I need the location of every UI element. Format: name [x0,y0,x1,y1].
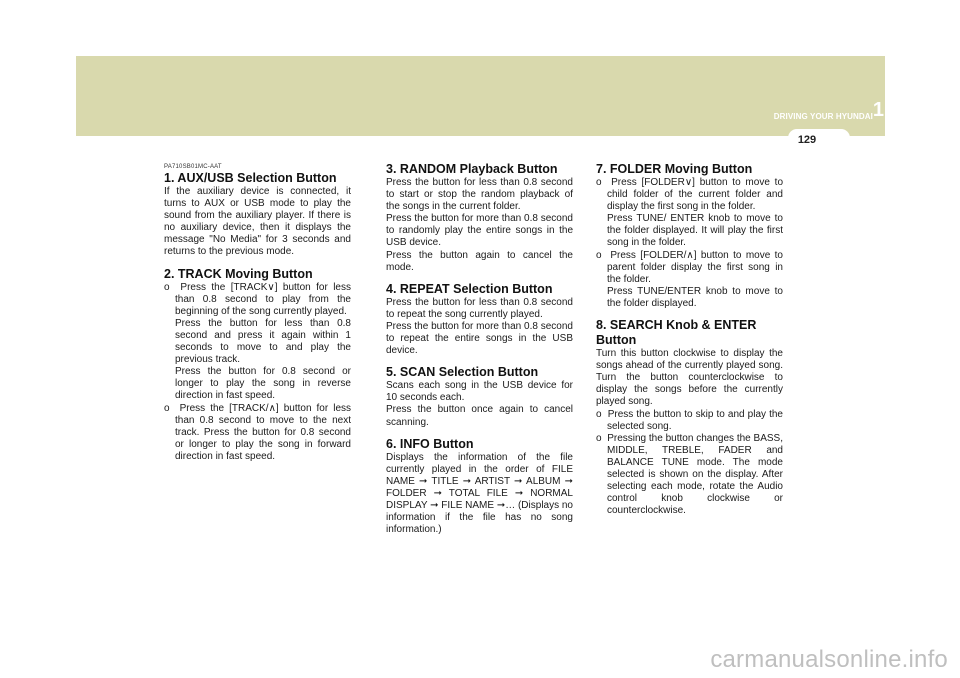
bullet-text: Press TUNE/ ENTER knob to move to the folder displayed. It will play the first song in the folder. [607,213,783,249]
paragraph: Displays the information of the file currently played in the order of FILE NAME ➞ TITLE ➞ ARTIST ➞ ALBUM ➞ FOLDER ➞ TOTAL FILE ➞ NORMAL DISPLAY ➞ FILE NAME ➞… (Displays no information if the file has no song information.) [386,451,573,536]
bullet-text: Press TUNE/ENTER knob to move to the folder displayed. [607,285,783,309]
column-1 [164,160,351,471]
bullet-marker: o [596,408,602,420]
section-track [164,267,351,463]
bullet-text: Press the button for 0.8 second or longer to play the song in reverse direction in fast speed. [175,366,351,402]
section-info [386,437,573,537]
bullet-text: Press the button for less than 0.8 second and press it again within 1 seconds to move to and play the previous track. [175,317,351,366]
bullet-text: Press the [TRACK/∧] button for less than 0.8 second to move to the next track. Press the button for 0.8 second or longer to play the song in forward direction in fast speed. [175,402,352,462]
bullet-text: Press the [TRACK∨] button for less than 0.8 second to play from the beginning of the song currently played. [175,281,351,317]
bullet-list [596,177,783,310]
section-title: 7. FOLDER Moving Button [596,162,753,176]
paragraph: Press the button once again to cancel scanning. [386,404,573,428]
column-2 [386,160,573,544]
section-title: 3. RANDOM Playback Button [386,162,558,176]
section-folder [596,162,783,310]
section-random [386,162,573,274]
section-repeat [386,282,573,357]
bullet-marker: o [596,177,602,188]
paragraph: Press the button for less than 0.8 second to repeat the song currently played. [386,296,573,320]
section-title: 1. AUX/USB Selection Button [164,171,337,185]
header-band [76,56,885,136]
paragraph: If the auxiliary device is connected, it turns to AUX or USB mode to play the sound from the auxiliary player. If there is no auxiliary device, then it displays the message "No Media" for 3 seconds and returns to the previous mode. [164,186,351,258]
section-code: PA710SB01MC-AAT [164,164,222,170]
list-item [596,177,783,250]
bullet-marker: o [164,281,170,293]
bullet-text: Press [FOLDER/∧] button to move to parent folder display the first song in the folder. [607,249,783,285]
bullet-text: Pressing the button changes the BASS, MIDDLE, TREBLE, FADER and BALANCE TUNE mode. The mode selected is shown on the display. After selecting each mode, rotate the Audio control knob clockwise or counterclockwise. [607,432,784,517]
list-item [164,282,351,403]
bullet-text: Press [FOLDER∨] button to move to child folder of the current folder and display the first song in the folder. [607,177,784,213]
chapter-number: 1 [872,99,884,121]
section-scan [386,365,573,428]
page-number: 129 [797,134,817,146]
bullet-marker: o [596,432,602,444]
section-aux-usb [164,171,351,259]
list-item [596,433,783,518]
section-title: 5. SCAN Selection Button [386,365,539,380]
bullet-text: Press the button to skip to and play the selected song. [607,408,783,432]
list-item [596,409,783,433]
paragraph: Scans each song in the USB device for 10 seconds each. [386,380,573,404]
bullet-list [596,409,783,518]
list-item [596,250,783,310]
paragraph: Press the button again to cancel the mode. [386,249,573,273]
section-label: DRIVING YOUR HYUNDAI [773,112,873,121]
section-title: 2. TRACK Moving Button [164,266,313,281]
paragraph: Turn this button clockwise to display the songs ahead of the currently played song. Turn the button counterclockwise to display the songs before the currently played song. [596,348,783,408]
section-title: 4. REPEAT Selection Button [386,281,553,296]
paragraph: Press the button for less than 0.8 second to start or stop the random playback of the songs in the current folder. [386,177,573,213]
bullet-marker: o [164,402,170,414]
paragraph: Press the button for more than 0.8 second to repeat the entire songs in the USB device. [386,320,573,357]
paragraph: Press the button for more than 0.8 second to randomly play the entire songs in the USB device. [386,213,573,249]
section-search [596,318,783,517]
watermark: carmanualsonline.info [710,646,948,673]
section-title: 6. INFO Button [386,436,474,451]
list-item [164,403,351,463]
column-3 [596,160,783,525]
bullet-list [164,282,351,463]
section-title: 8. SEARCH Knob & ENTER Button [596,318,757,348]
bullet-marker: o [596,249,602,261]
